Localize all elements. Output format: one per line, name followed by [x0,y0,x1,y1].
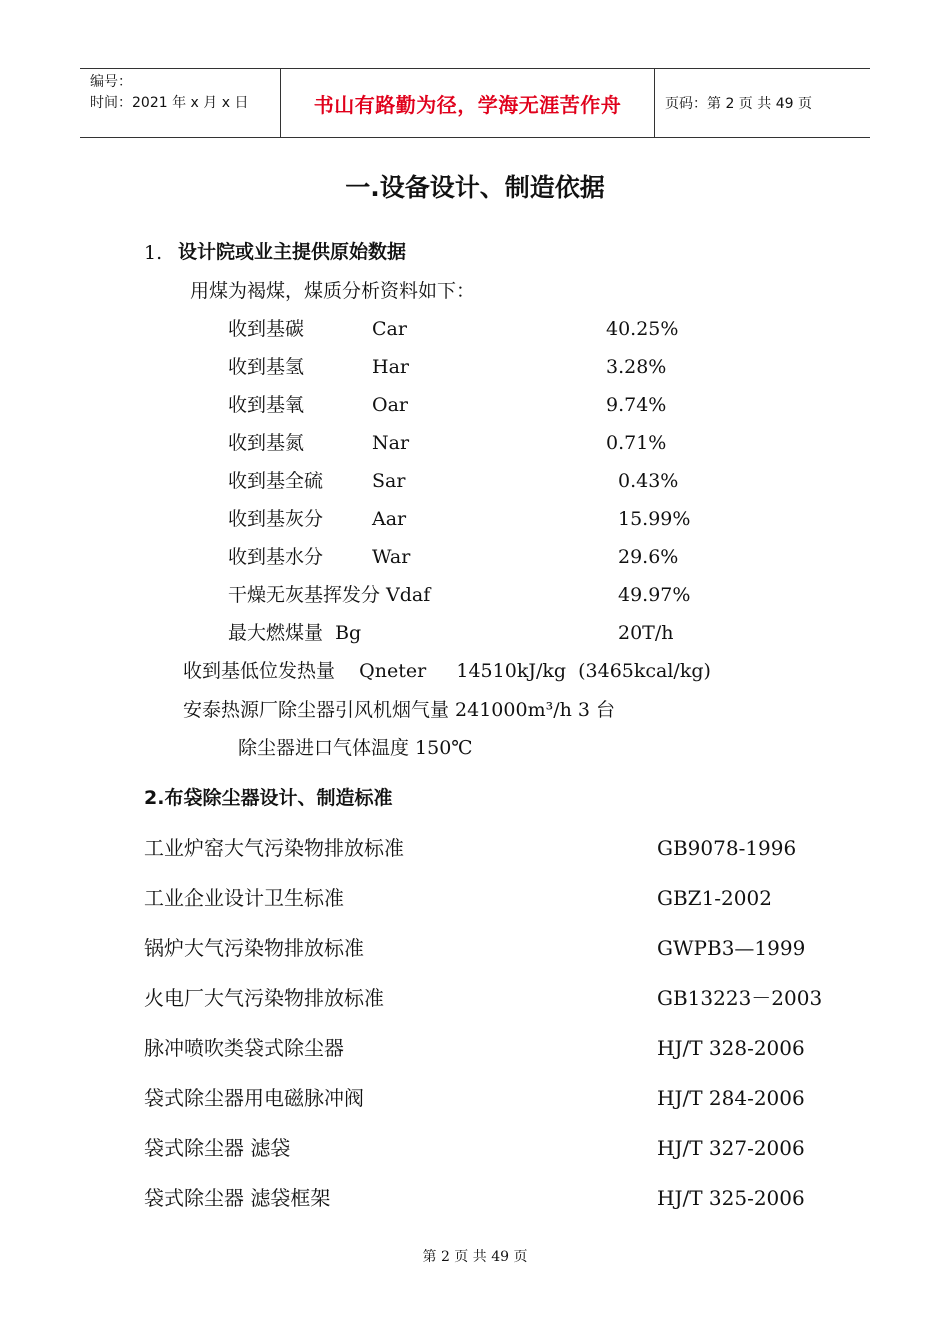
coal-value: 29.6% [618,546,679,568]
coal-name: 收到基氧 [228,394,305,416]
standard-name: 袋式除尘器用电磁脉冲阀 [144,1086,364,1110]
time-label: 时间：2021 年 x 月 x 日 [90,95,249,111]
standard-name: 工业炉窑大气污染物排放标准 [144,836,404,860]
number-label: 编号： [90,74,132,90]
coal-name: 收到基氮 [228,432,305,454]
coal-code: War [372,546,411,568]
coal-value: 40.25% [606,318,679,340]
coal-value: 0.43% [618,470,679,492]
header-meta [80,69,281,137]
standard-code: HJ/T 325-2006 [657,1186,805,1210]
coal-value: 15.99% [618,508,691,530]
standard-code: HJ/T 327-2006 [657,1136,805,1160]
page-footer: 第 2 页 共 49 页 [422,1249,528,1265]
coal-code: Nar [372,432,410,454]
coal-name: 最大燃煤量 Bg [228,622,362,644]
standard-code: HJ/T 328-2006 [657,1036,805,1060]
page-header [80,68,870,138]
standard-code: GB9078-1996 [657,836,797,860]
standard-code: GBZ1-2002 [657,886,772,910]
coal-code: Sar [372,470,406,492]
coal-name: 收到基氢 [228,356,305,378]
standard-name: 脉冲喷吹类袋式除尘器 [144,1036,344,1060]
coal-value: 49.97% [618,584,691,606]
coal-value: 0.71% [606,432,667,454]
standard-code: GB13223－2003 [657,986,823,1010]
coal-name: 干燥无灰基挥发分 Vdaf [228,584,431,606]
coal-code: Oar [372,394,408,416]
heat-value-line: 收到基低位发热量 Qneter 14510kJ/kg (3465kcal/kg) [183,660,711,682]
coal-name: 收到基灰分 [228,508,324,530]
header-motto-cell [281,69,655,137]
coal-code: Har [372,356,409,378]
standard-name: 锅炉大气污染物排放标准 [144,936,364,960]
standard-name: 袋式除尘器 滤袋 [144,1136,291,1160]
section1-number: 1. [144,242,163,264]
header-page-info: 页码：第 2 页 共 49 页 [665,96,812,112]
coal-code: Aar [372,508,407,530]
flue-gas-line: 安泰热源厂除尘器引风机烟气量 241000m³/h 3 台 [183,699,616,721]
coal-value: 9.74% [606,394,667,416]
standard-code: HJ/T 284-2006 [657,1086,805,1110]
coal-name: 收到基碳 [228,318,305,340]
section2-heading: 2.布袋除尘器设计、制造标准 [144,787,393,809]
section1-intro: 用煤为褐煤，煤质分析资料如下： [190,280,476,302]
header-motto: 书山有路勤为径，学海无涯苦作舟 [313,92,622,117]
coal-name: 收到基全硫 [228,470,324,492]
section1-heading: 设计院或业主提供原始数据 [178,241,407,263]
page-title: 一.设备设计、制造依据 [345,173,605,202]
standard-name: 火电厂大气污染物排放标准 [144,986,384,1010]
coal-name: 收到基水分 [228,546,324,568]
coal-value: 20T/h [618,622,674,644]
coal-value: 3.28% [606,356,667,378]
coal-code: Car [372,318,407,340]
standard-name: 袋式除尘器 滤袋框架 [144,1186,331,1210]
standard-code: GWPB3—1999 [657,936,806,960]
inlet-temp-line: 除尘器进口气体温度 150℃ [238,737,473,759]
standard-name: 工业企业设计卫生标准 [144,886,344,910]
